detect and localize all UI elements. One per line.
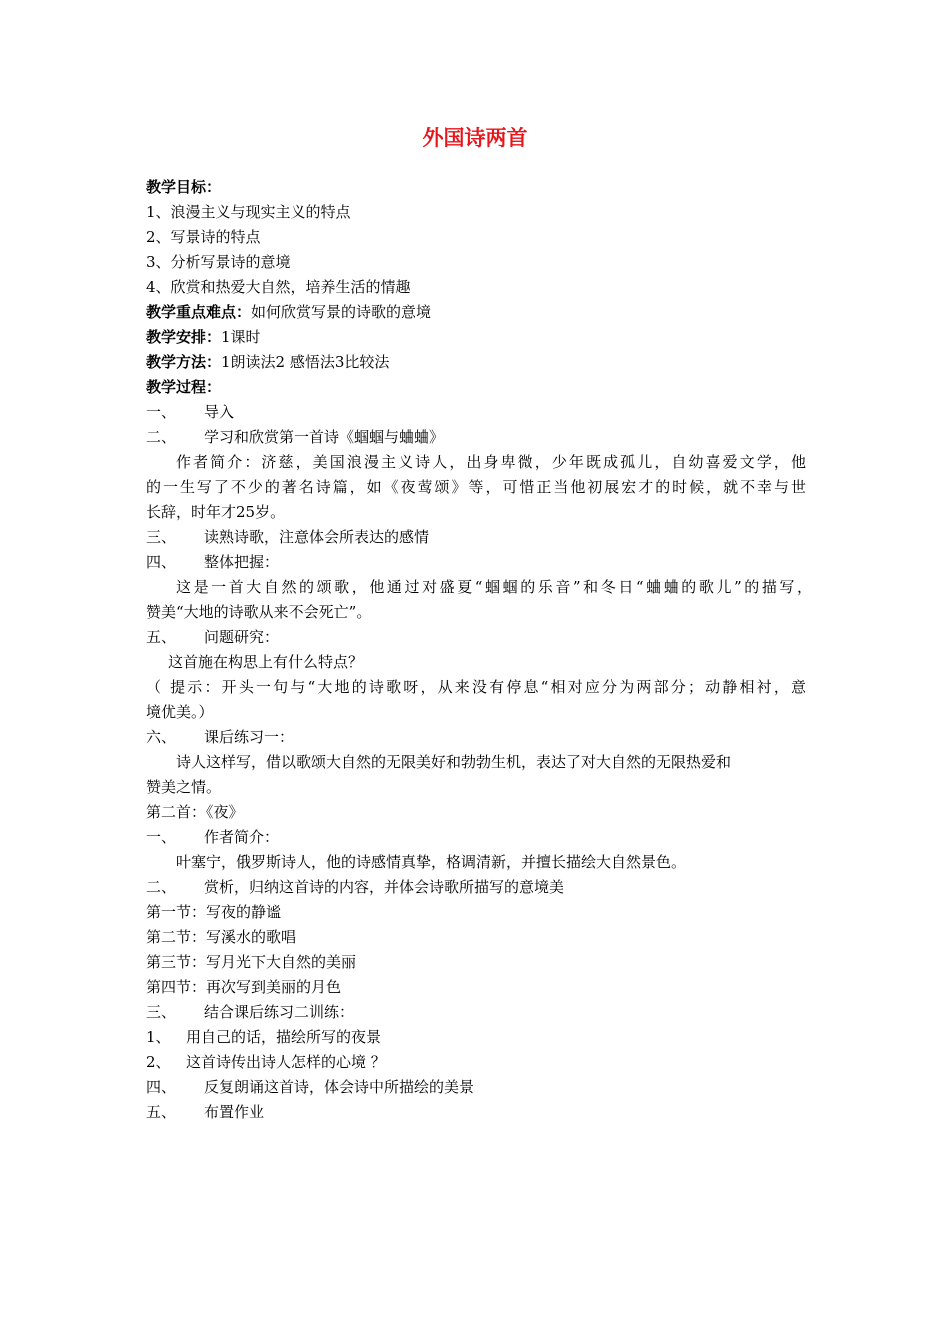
- step-text: 反复朗诵这首诗，体会诗中所描绘的美景: [204, 1078, 475, 1096]
- step-number: 三、: [146, 1003, 177, 1021]
- exercise-line: 诗人这样写，借以歌颂大自然的无限美好和勃勃生机，表达了对大自然的无限热爱和: [176, 753, 732, 771]
- step-number: 六、: [146, 728, 177, 746]
- process-step: [146, 427, 444, 447]
- hint-line: （ 提示：开头一句与“大地的诗歌呀，从来没有停息“相对应分为两部分；动静相衬，意: [146, 678, 806, 696]
- step-text: 布置作业: [204, 1103, 265, 1121]
- objective-item: 4、欣赏和热爱大自然，培养生活的情趣: [146, 278, 411, 296]
- process-heading: 教学过程：: [146, 378, 222, 396]
- question-text: 这首施在构思上有什么特点？: [168, 653, 364, 671]
- step-text: 课后练习一：: [204, 728, 295, 746]
- step-text: 结合课后练习二训练：: [204, 1003, 355, 1021]
- process-step: [146, 527, 429, 547]
- item-number: 2、: [146, 1053, 171, 1071]
- step-number: 三、: [146, 528, 177, 546]
- objective-item: 1、浪漫主义与现实主义的特点: [146, 203, 351, 221]
- step-number: 一、: [146, 403, 177, 421]
- step-number: 二、: [146, 878, 177, 896]
- schedule-text: 1课时: [221, 328, 261, 346]
- exercise-line: 赞美之情。: [146, 778, 222, 796]
- step-number: 二、: [146, 428, 177, 446]
- keypoint-row: [146, 302, 431, 322]
- process-step: [146, 627, 279, 647]
- step-number: 一、: [146, 828, 177, 846]
- section-item: 第一节：写夜的静谧: [146, 903, 282, 921]
- process-step: [146, 402, 234, 422]
- keypoint-label: 教学重点难点：: [146, 303, 252, 321]
- document-title: 外国诗两首: [422, 126, 528, 150]
- section-item: 第三节：写月光下大自然的美丽: [146, 953, 357, 971]
- objectives-heading: 教学目标：: [146, 178, 222, 196]
- process-step: [146, 877, 564, 897]
- process-step: [146, 727, 294, 747]
- author-intro-line: 的一生写了不少的著名诗篇，如《夜莺颂》等，可惜正当他初展宏才的时候，就不幸与世: [146, 478, 806, 496]
- author-intro-line: 作者简介：济慈，美国浪漫主义诗人，出身卑微，少年既成孤儿，自幼喜爱文学，他: [176, 453, 806, 471]
- method-row: [146, 352, 389, 372]
- step-text: 导入: [204, 403, 235, 421]
- step-text: 作者简介：: [204, 828, 280, 846]
- process-step: [146, 1002, 354, 1022]
- hint-line: 境优美。）: [146, 703, 214, 721]
- item-text: 用自己的话，描绘所写的夜景: [186, 1028, 382, 1046]
- grasp-line: 赞美“大地的诗歌从来不会死亡”。: [146, 603, 372, 621]
- process-step: [146, 1102, 264, 1122]
- grasp-line: 这是一首大自然的颂歌，他通过对盛夏“蝈蝈的乐音”和冬日“蛐蛐的歌儿”的描写，: [176, 578, 812, 596]
- step-text: 赏析，归纳这首诗的内容，并体会诗歌所描写的意境美: [204, 878, 565, 896]
- schedule-row: [146, 327, 261, 347]
- author-intro-line: 长辞，时年才25岁。: [146, 503, 286, 521]
- section-item: 第二节：写溪水的歌唱: [146, 928, 297, 946]
- author-intro-2: 叶塞宁，俄罗斯诗人，他的诗感情真挚，格调清新，并擅长描绘大自然景色。: [176, 853, 687, 871]
- second-poem-heading: 第二首：《夜》: [146, 803, 244, 821]
- item-number: 1、: [146, 1028, 171, 1046]
- method-text: 1朗读法2 感悟法3比较法: [221, 353, 390, 371]
- step-text: 读熟诗歌，注意体会所表达的感情: [204, 528, 430, 546]
- training-item: [146, 1027, 381, 1047]
- objective-item: 2、写景诗的特点: [146, 228, 261, 246]
- process-step: [146, 827, 279, 847]
- step-number: 四、: [146, 1078, 177, 1096]
- step-number: 四、: [146, 553, 177, 571]
- step-text: 问题研究：: [204, 628, 280, 646]
- training-item: [146, 1052, 386, 1072]
- step-text: 整体把握：: [204, 553, 280, 571]
- step-text: 学习和欣赏第一首诗《蝈蝈与蛐蛐》: [204, 428, 445, 446]
- step-number: 五、: [146, 1103, 177, 1121]
- keypoint-text: 如何欣赏写景的诗歌的意境: [251, 303, 432, 321]
- process-step: [146, 1077, 474, 1097]
- schedule-label: 教学安排：: [146, 328, 222, 346]
- objective-item: 3、分析写景诗的意境: [146, 253, 291, 271]
- process-step: [146, 552, 279, 572]
- section-item: 第四节：再次写到美丽的月色: [146, 978, 342, 996]
- step-number: 五、: [146, 628, 177, 646]
- method-label: 教学方法：: [146, 353, 222, 371]
- item-text: 这首诗传出诗人怎样的心境 ？: [186, 1053, 386, 1071]
